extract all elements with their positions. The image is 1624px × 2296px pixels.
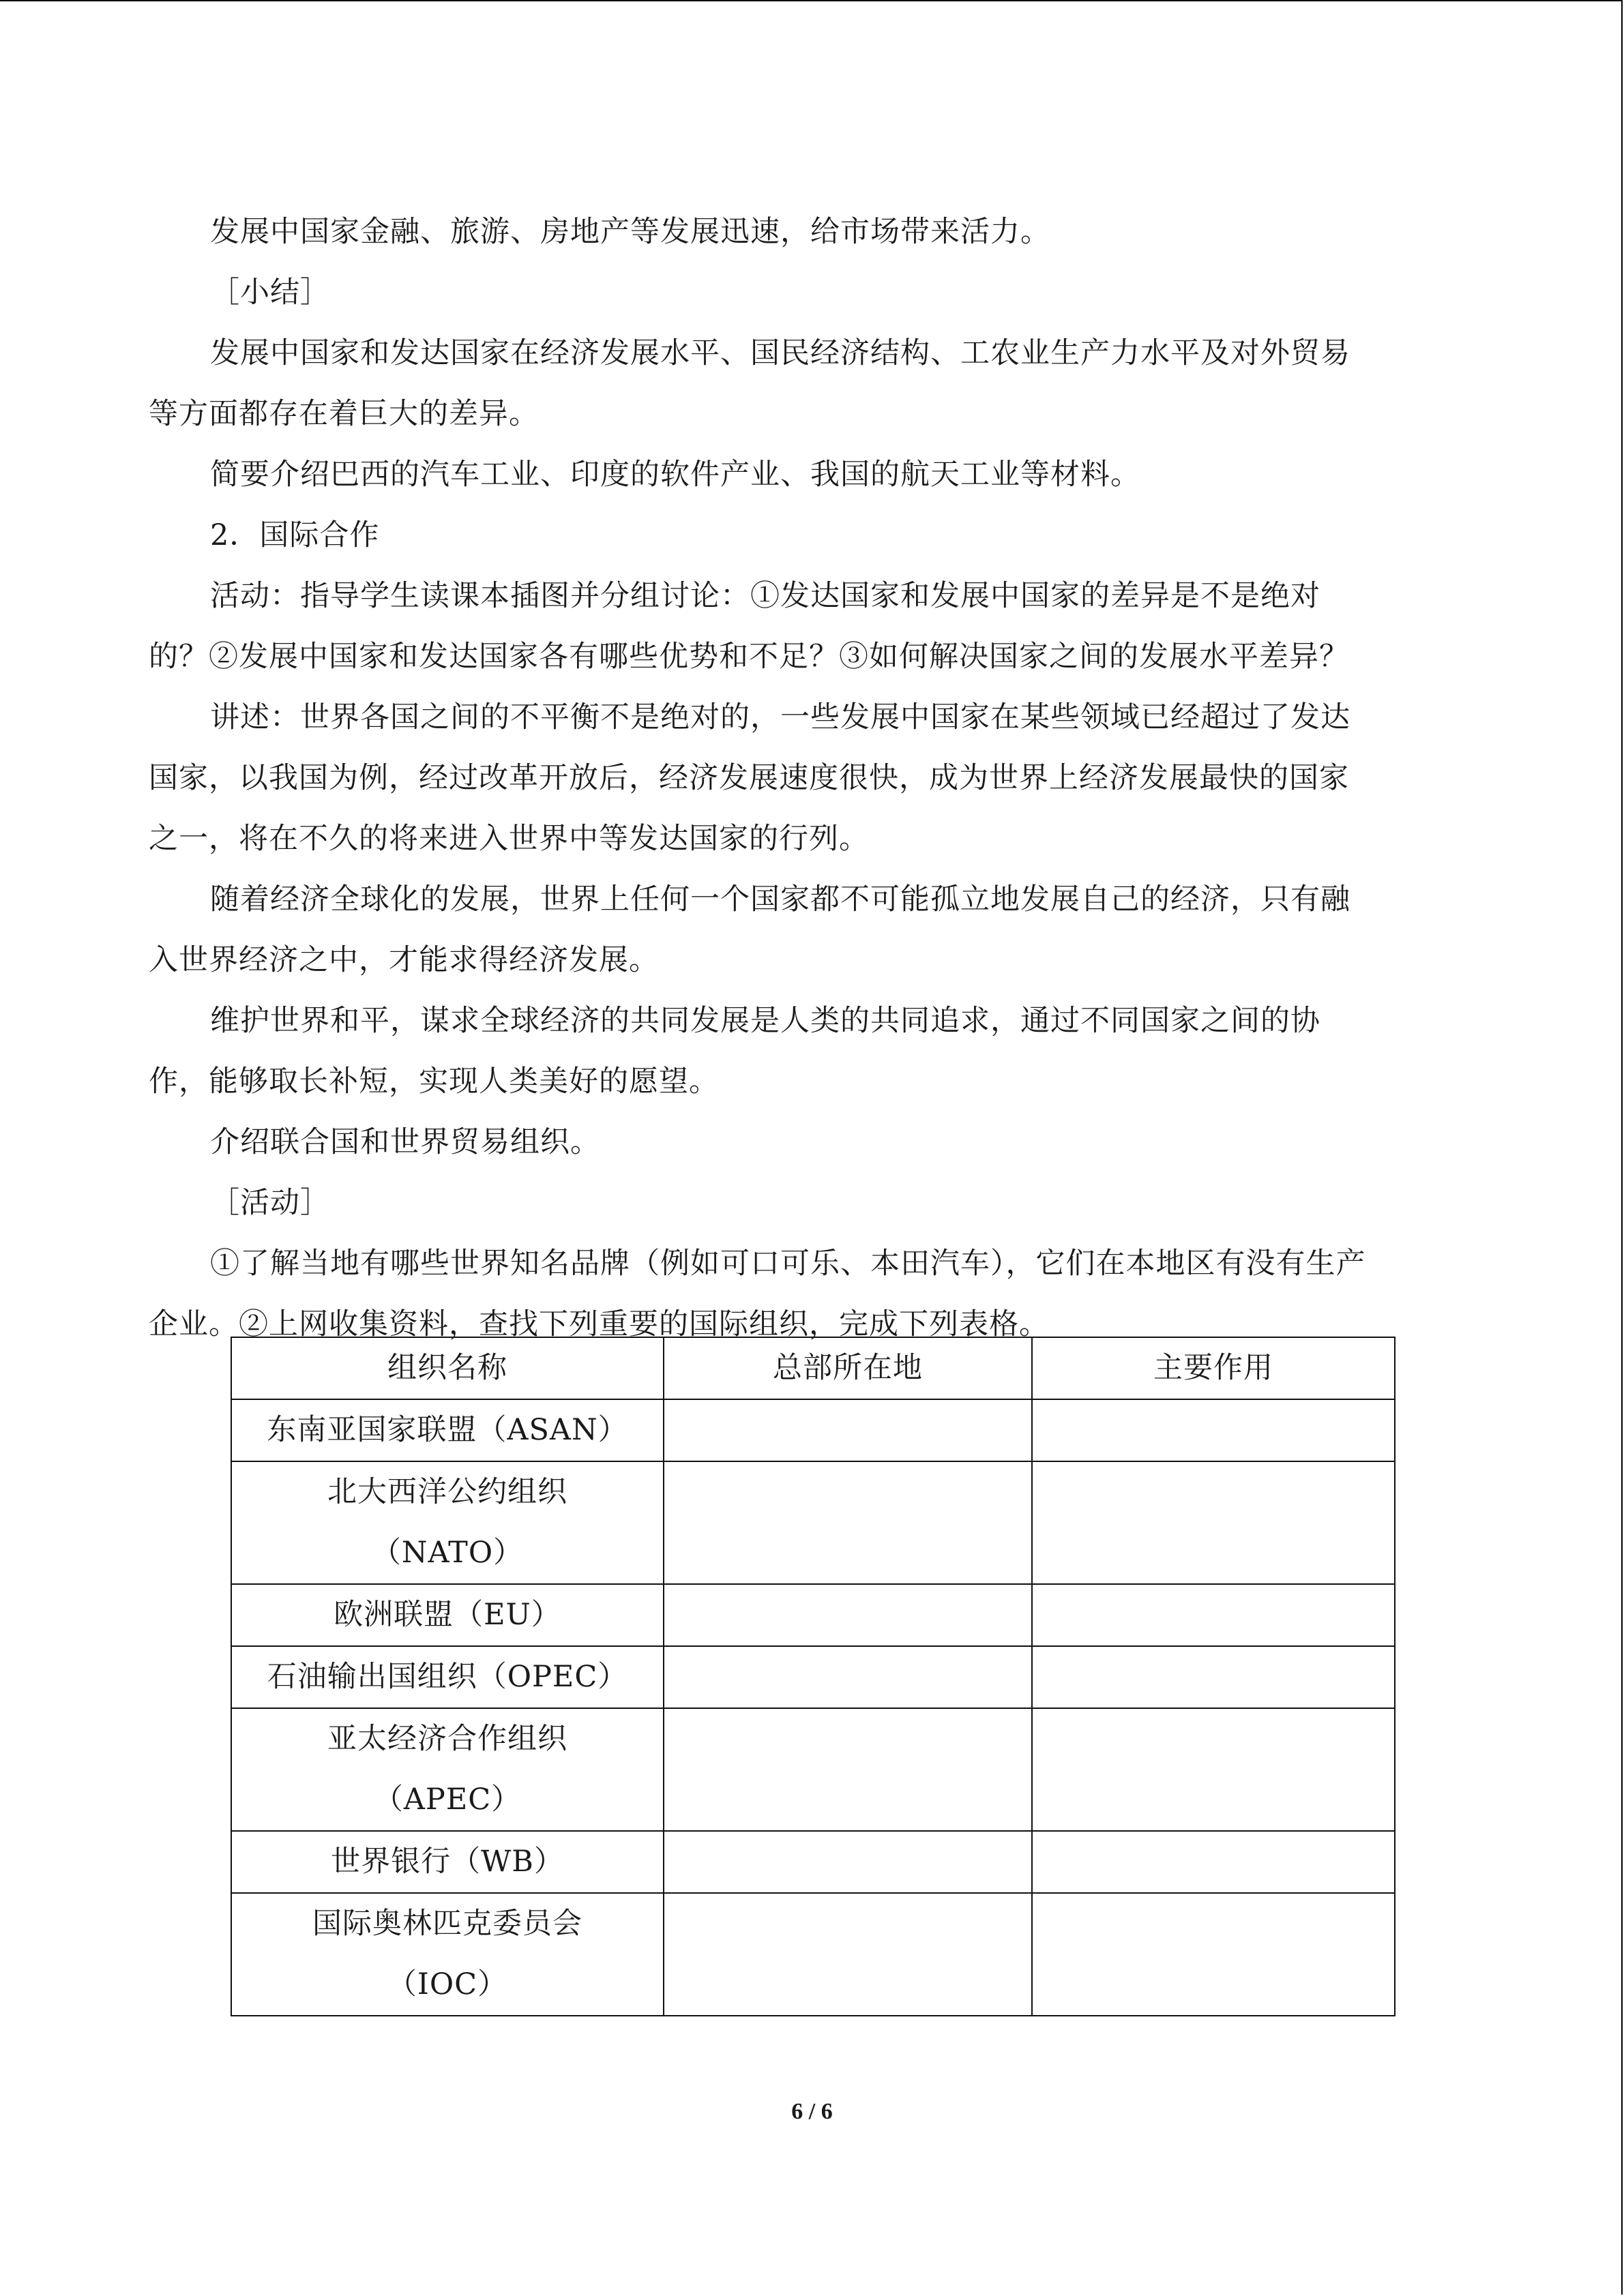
org-name-line: 亚太经济合作组织 [327, 1722, 567, 1756]
headquarters-cell [664, 1893, 1032, 2016]
main-role-cell [1032, 1646, 1395, 1708]
organization-table [231, 1337, 1396, 2016]
paragraph-line: 的？②发展中国家和发达国家各有哪些优势和不足？③如何解决国家之间的发展水平差异？ [149, 640, 1349, 674]
table-row [231, 1584, 1395, 1646]
main-role-cell [1032, 1399, 1395, 1461]
org-name-cell [231, 1893, 664, 2016]
table-header-row [231, 1337, 1395, 1399]
paragraph-line: 介绍联合国和世界贸易组织。 [210, 1125, 600, 1159]
paragraph-line: 发展中国家和发达国家在经济发展水平、国民经济结构、工农业生产力水平及对外贸易 [210, 336, 1350, 370]
org-name-line: 欧洲联盟（EU） [334, 1598, 561, 1632]
header-main-role: 主要作用 [1032, 1337, 1395, 1399]
org-abbrev-line: （IOC） [387, 1967, 508, 2001]
paragraph-line: 发展中国家金融、旅游、房地产等发展迅速，给市场带来活力。 [210, 215, 1050, 249]
main-role-cell [1032, 1831, 1395, 1893]
headquarters-cell [664, 1831, 1032, 1893]
paragraph-line: ①了解当地有哪些世界知名品牌（例如可口可乐、本田汽车），它们在本地区有没有生产 [210, 1247, 1366, 1281]
paragraph-line: 简要介绍巴西的汽车工业、印度的软件产业、我国的航天工业等材料。 [210, 458, 1140, 492]
org-name-line: 北大西洋公约组织 [327, 1475, 567, 1509]
main-role-cell [1032, 1461, 1395, 1584]
main-role-cell [1032, 1893, 1395, 2016]
org-name-cell [231, 1831, 664, 1893]
main-role-cell [1032, 1708, 1395, 1831]
paragraph-line: 讲述：世界各国之间的不平衡不是绝对的，一些发展中国家在某些领域已经超过了发达 [210, 700, 1350, 734]
table-row [231, 1893, 1395, 2016]
paragraph-line: 作，能够取长补短，实现人类美好的愿望。 [149, 1064, 719, 1099]
headquarters-cell [664, 1646, 1032, 1708]
paragraph-line: 国家，以我国为例，经过改革开放后，经济发展速度很快，成为世界上经济发展最快的国家 [149, 761, 1349, 795]
headquarters-cell [664, 1461, 1032, 1584]
main-role-cell [1032, 1584, 1395, 1646]
organization-table-container [231, 1337, 1396, 2016]
paragraph-line: 之一，将在不久的将来进入世界中等发达国家的行列。 [149, 822, 869, 856]
document-body [149, 202, 1479, 1355]
table-row [231, 1831, 1395, 1893]
paragraph-line: 等方面都存在着巨大的差异。 [149, 397, 539, 431]
table-row [231, 1461, 1395, 1584]
org-name-line: 世界银行（WB） [331, 1845, 564, 1879]
header-org-name: 组织名称 [231, 1337, 664, 1399]
headquarters-cell [664, 1708, 1032, 1831]
table-row [231, 1399, 1395, 1461]
page-number: 6 / 6 [791, 2099, 833, 2124]
section-heading: 2．国际合作 [210, 518, 380, 552]
table-row [231, 1646, 1395, 1708]
section-label-activity: ［活动］ [210, 1186, 330, 1220]
org-name-cell [231, 1584, 664, 1646]
headquarters-cell [664, 1584, 1032, 1646]
table-row [231, 1708, 1395, 1831]
headquarters-cell [664, 1399, 1032, 1461]
paragraph-line: 活动：指导学生读课本插图并分组讨论：①发达国家和发展中国家的差异是不是绝对 [210, 579, 1320, 613]
org-name-line: 东南亚国家联盟（ASAN） [267, 1413, 628, 1447]
header-headquarters: 总部所在地 [664, 1337, 1032, 1399]
org-name-cell [231, 1646, 664, 1708]
org-abbrev-line: （APEC） [373, 1783, 522, 1817]
paragraph-line: 随着经济全球化的发展，世界上任何一个国家都不可能孤立地发展自己的经济，只有融 [210, 882, 1350, 916]
org-abbrev-line: （NATO） [371, 1536, 524, 1570]
paragraph-line: 入世界经济之中，才能求得经济发展。 [149, 943, 659, 977]
paragraph-line: 维护世界和平，谋求全球经济的共同发展是人类的共同追求，通过不同国家之间的协 [210, 1004, 1320, 1038]
org-name-cell [231, 1708, 664, 1831]
org-name-line: 国际奥林匹克委员会 [312, 1907, 582, 1941]
org-name-cell [231, 1461, 664, 1584]
section-label-summary: ［小结］ [210, 275, 330, 310]
org-name-cell [231, 1399, 664, 1461]
paragraph-line: 企业。②上网收集资料，查找下列重要的国际组织，完成下列表格。 [149, 1307, 1049, 1341]
org-name-line: 石油输出国组织（OPEC） [267, 1660, 628, 1694]
